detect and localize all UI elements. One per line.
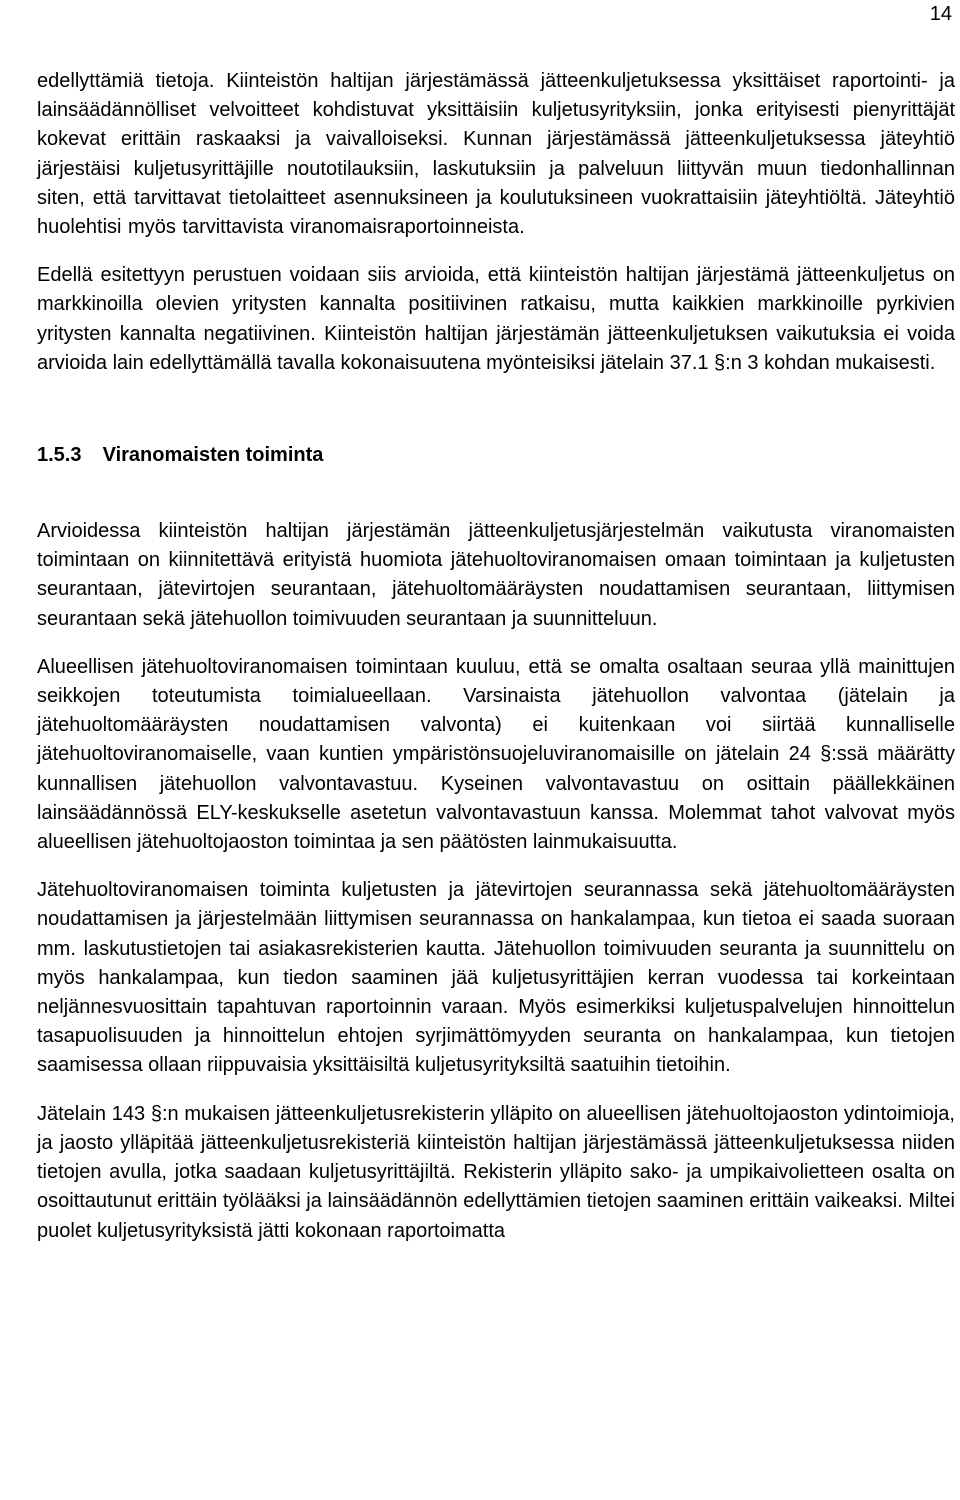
section-number: 1.5.3	[37, 444, 82, 467]
paragraph: Edellä esitettyyn perustuen voidaan siis arvioida, että kiinteistön haltijan järjestämä jätteenkuljetus on markkinoilla olevien yritysten kannalta positiivinen ratkaisu, mutta kaikkien markkinoille pyrkivien yritysten kannalta negatiivinen. Kiinteistön haltijan järjestämän jätteenkuljetuksen vaikutuksia ei voida arvioida lain edellyttämällä tavalla kokonaisuutena myönteisiksi jätelain 37.1 §:n 3 kohdan mukaisesti.	[37, 264, 955, 374]
paragraph: Alueellisen jätehuoltoviranomaisen toimintaan kuuluu, että se omalta osaltaan seuraa yllä mainittujen seikkojen toteutumista toimialueellaan. Varsinaista jätehuollon valvontaa (jätelain ja jätehuoltomääräysten noudattamisen valvonta) ei kuitenkaan voi siirtää kunnalliselle jätehuoltoviranomaiselle, vaan kuntien ympäristönsuojeluviranomaisille on jätelain 24 §:ssä määrätty kunnallisen jätehuollon valvontavastuu. Kyseinen valvontavastuu on osittain päällekkäinen lainsäädännössä ELY-keskukselle asetetun valvontavastuun kanssa. Molemmat tahot valvovat myös alueellisen jätehuoltojaoston toimintaa ja sen päätösten lainmukaisuutta.	[37, 655, 955, 854]
paragraph: Jätelain 143 §:n mukaisen jätteenkuljetusrekisterin ylläpito on alueellisen jätehuoltojaoston ydintoimioja, ja jaosto ylläpitää jätteenkuljetusrekisteriä kiinteistön haltijan järjestämässä jätteenkuljetuksessa niiden tietojen avulla, jotka saadaan kuljetusyrittäjiltä. Rekisterin ylläpito sako- ja umpikaivolietteen osalta on osoittautunut erittäin työlääksi ja lainsäädännön edellyttämien tietojen saaminen erittäin vaikeaksi. Miltei puolet kuljetusyrityksistä jätti kokonaan raportoimatta	[37, 1102, 955, 1242]
paragraph: edellyttämiä tietoja. Kiinteistön haltijan järjestämässä jätteenkuljetuksessa yksittäiset raportointi- ja lainsäädännölliset velvoitteet kohdistuvat yksittäisiin kuljetusyrityksiin, jonka erityisesti pienyrittäjät kokevat erittäin raskaaksi ja vaivalloiseksi. Kunnan järjestämässä jätteenkuljetuksessa jäteyhtiö järjestäisi kuljetusyrittäjille noutotilauksiin, laskutuksiin ja palveluun liittyvän muun tiedonhallinnan siten, että tarvittavat tietolaitteet asennuksineen ja koulutuksineen vuokrattaisiin jäteyhtiöltä. Jäteyhtiö huolehtisi myös tarvittavista viranomaisraportoinneista.	[37, 70, 955, 239]
page-number: 14	[929, 3, 952, 25]
section-title: Viranomaisten toiminta	[102, 444, 324, 467]
section-heading	[37, 441, 955, 470]
paragraph: Jätehuoltoviranomaisen toiminta kuljetusten ja jätevirtojen seurannassa sekä jätehuoltomääräysten noudattamisen ja järjestelmään liittymisen seurannassa on hankalampaa, kun tietoa ei saada suoraan mm. laskutustietojen tai asiakasrekisterien kautta. Jätehuollon toimivuuden seuranta ja suunnittelu on myös hankalampaa, kun tiedon saaminen jää kuljetusyrittäjien kerran vuodessa tai korkeintaan neljännesvuosittain tapahtuvan raportoinnin varaan. Myös esimerkiksi kuljetuspalvelujen hinnoittelun tasapuolisuuden ja hinnoittelun ehtojen syrjimättömyyden seuranta on hankalampaa, kun tietojen saamisessa ollaan riippuvaisia yksittäisiltä kuljetusyrityksiltä saatuihin tietoihin.	[37, 879, 955, 1077]
document-body	[37, 67, 955, 1246]
paragraph: Arvioidessa kiinteistön haltijan järjestämän jätteenkuljetusjärjestelmän vaikutusta viranomaisten toimintaan on kiinnitettävä erityistä huomiota jätehuoltoviranomaisen omaan toimintaan ja kuljetusten seurantaan, jätevirtojen seurantaan, jätehuoltomääräysten noudattamisen seurantaan, liittymisen seurantaan sekä jätehuollon toimivuuden seurantaan ja suunnitteluun.	[37, 520, 955, 630]
